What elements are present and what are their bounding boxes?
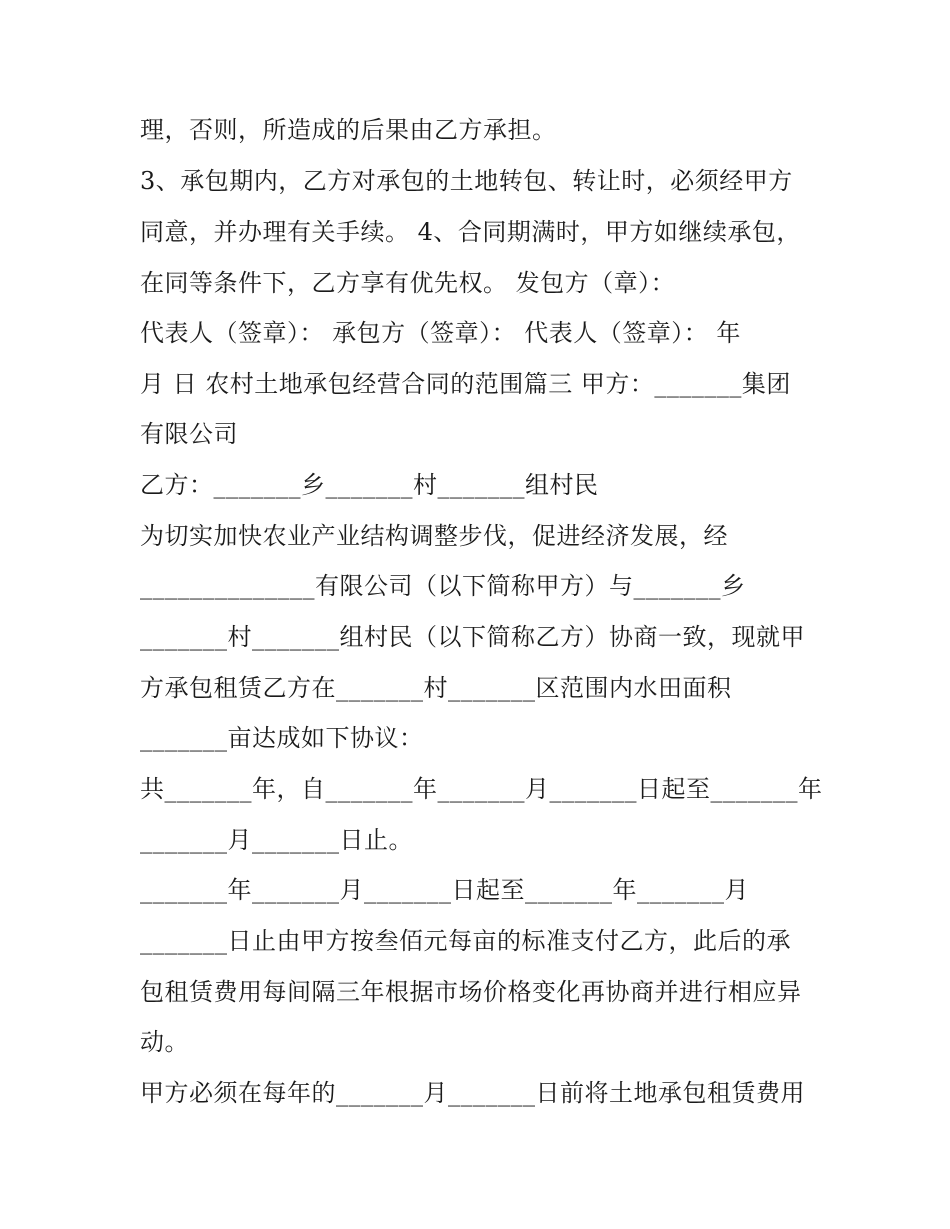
text-line: 代表人（签章）： 承包方（签章）： 代表人（签章）： 年 [140, 319, 741, 347]
text-line: 有限公司 [140, 420, 238, 448]
text-line: 在同等条件下，乙方享有优先权。 发包方（章）： [140, 269, 676, 297]
text-line: 包租赁费用每间隔三年根据市场价格变化再协商并进行相应异 [140, 978, 802, 1006]
text-line: 乙方：_______乡_______村_______组村民 [140, 471, 599, 499]
text-line: 3、承包期内，乙方对承包的土地转包、转让时，必须经甲方 [140, 167, 793, 195]
text-line: _______年_______月_______日起至_______年_______月 [140, 876, 749, 904]
text-line: 甲方必须在每年的_______月_______日前将土地承包租赁费用 [140, 1079, 805, 1107]
text-line: 为切实加快农业产业结构调整步伐，促进经济发展，经 [140, 522, 728, 550]
text-line: 月 日 农村土地承包经营合同的范围篇三 甲方：_______集团 [140, 370, 791, 398]
text-line: _______村_______组村民（以下简称乙方）协商一致，现就甲 [140, 623, 805, 651]
text-line: _______日止由甲方按叁佰元每亩的标准支付乙方，此后的承 [140, 927, 791, 955]
text-line: ______________有限公司（以下简称甲方）与_______乡 [140, 572, 746, 600]
text-line: 同意，并办理有关手续。 4、合同期满时，甲方如继续承包， [140, 218, 801, 246]
text-line: 动。 [140, 1028, 189, 1056]
text-line: _______月_______日止。 [140, 826, 413, 854]
text-line: 共_______年，自_______年_______月_______日起至_______年 [140, 775, 823, 803]
text-line: _______亩达成如下协议： [140, 724, 424, 752]
text-line: 理，否则，所造成的后果由乙方承担。 [140, 116, 557, 144]
text-line: 方承包租赁乙方在_______村_______区范围内水田面积 [140, 674, 732, 702]
